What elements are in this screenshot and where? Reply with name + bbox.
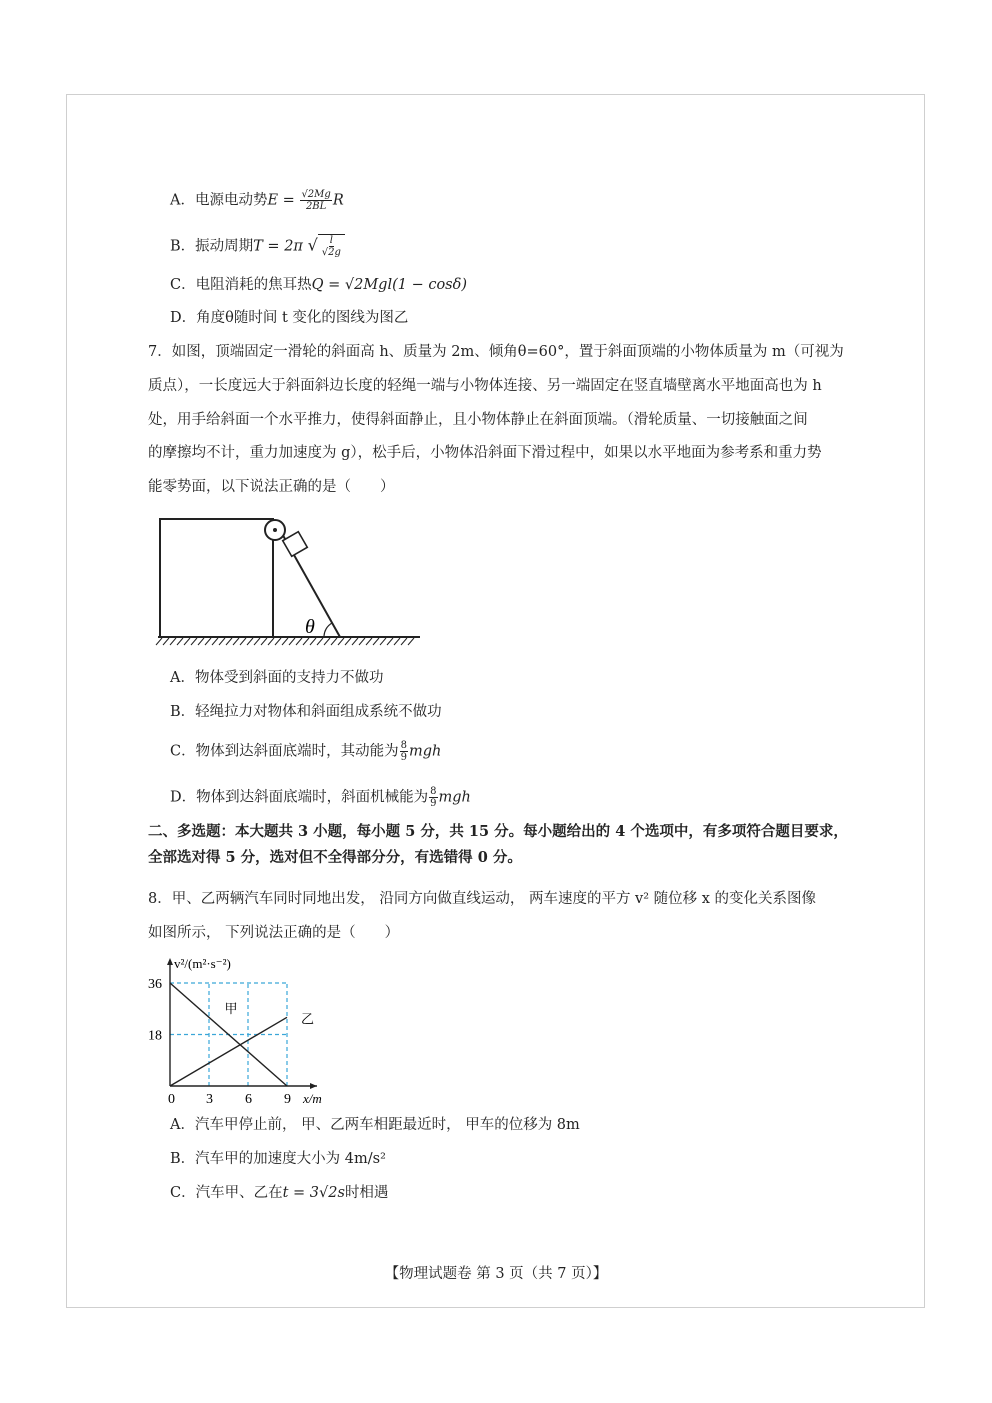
q7-option-c: C．物体到达斜面底端时，其动能为 $\frac{8}{9}$ mgh bbox=[170, 740, 442, 763]
q6-b-fraction: $\frac{l}{√2g}$ bbox=[321, 235, 341, 258]
q7-line-1: 7．如图，顶端固定一滑轮的斜面高 h、质量为 2m、倾角θ=60°，置于斜面顶端的小物体质量为 m（可视为 bbox=[148, 344, 844, 360]
hatch-mark bbox=[338, 638, 344, 645]
hatch-mark bbox=[156, 638, 162, 645]
hatch-mark bbox=[254, 638, 260, 645]
hatch-mark bbox=[317, 638, 323, 645]
small-block bbox=[283, 532, 308, 557]
x-axis-arrow bbox=[310, 1083, 317, 1089]
q8-line-2: 如图所示， 下列说法正确的是（ ） bbox=[148, 925, 400, 941]
q7-line-5: 能零势面，以下说法正确的是（ ） bbox=[148, 479, 395, 495]
section2-heading-line1: 二、多选题：本大题共 3 小题，每小题 5 分，共 15 分。每小题给出的 4 个选项中，有多项符合题目要求， bbox=[148, 823, 848, 840]
hatch-mark bbox=[401, 638, 407, 645]
hatch-mark bbox=[205, 638, 211, 645]
q7-line-4: 的摩擦均不计，重力加速度为 g），松手后，小物体沿斜面下滑过程中，如果以水平地面为参考系和重力势 bbox=[148, 445, 822, 461]
x-tick-label: 9 bbox=[284, 1092, 291, 1107]
hatch-mark bbox=[184, 638, 190, 645]
section2-heading-line2: 全部选对得 5 分，选对但不全得部分分，有选错得 0 分。 bbox=[148, 849, 522, 866]
q6-a-fraction: $\frac{√2Mg}{2BL}$ bbox=[301, 189, 331, 212]
q6-option-d: D．角度θ随时间 t 变化的图线为图乙 bbox=[170, 310, 409, 326]
hatch-mark bbox=[324, 638, 330, 645]
hatch-mark bbox=[352, 638, 358, 645]
series-line-乙 bbox=[170, 1017, 287, 1086]
hatch-mark bbox=[289, 638, 295, 645]
series-label-yi: 乙 bbox=[301, 1011, 315, 1027]
y-axis-label: v²/(m²·s⁻²) bbox=[174, 956, 231, 971]
chart-axes bbox=[167, 958, 317, 1089]
q7-option-a: A．物体受到斜面的支持力不做功 bbox=[170, 670, 384, 686]
q6-option-c: C．电阻消耗的焦耳热Q = √2Mgl(1 − cosδ) bbox=[170, 277, 468, 293]
hatch-mark bbox=[359, 638, 365, 645]
hatch-mark bbox=[226, 638, 232, 645]
q6-option-a: A．电源电动势E = $\frac{√2Mg}{2BL}$ R bbox=[170, 189, 344, 212]
hatch-mark bbox=[247, 638, 253, 645]
y-axis-arrow bbox=[167, 958, 173, 965]
q7-c-fraction: $\frac{8}{9}$ bbox=[400, 740, 407, 763]
q8-option-b: B．汽车甲的加速度大小为 4m/s² bbox=[170, 1151, 386, 1167]
hatch-mark bbox=[310, 638, 316, 645]
hatch-mark bbox=[212, 638, 218, 645]
hatch-mark bbox=[366, 638, 372, 645]
hatch-mark bbox=[198, 638, 204, 645]
hatch-mark bbox=[177, 638, 183, 645]
hatch-mark bbox=[163, 638, 169, 645]
q7-option-b: B．轻绳拉力对物体和斜面组成系统不做功 bbox=[170, 704, 442, 720]
hatch-mark bbox=[345, 638, 351, 645]
hatch-mark bbox=[191, 638, 197, 645]
hatch-mark bbox=[219, 638, 225, 645]
hatch-mark bbox=[240, 638, 246, 645]
q8-line-1: 8．甲、乙两辆汽车同时同地出发， 沿同方向做直线运动， 两车速度的平方 v² 随位移 x 的变化关系图像 bbox=[148, 891, 817, 907]
hatch-mark bbox=[275, 638, 281, 645]
x-axis-label: x/m bbox=[303, 1091, 322, 1106]
wall bbox=[160, 519, 273, 637]
q8-option-a: A．汽车甲停止前， 甲、乙两车相距最近时， 甲车的位移为 8m bbox=[170, 1117, 580, 1133]
q7-d-fraction: $\frac{8}{9}$ bbox=[430, 786, 437, 809]
hatch-mark bbox=[303, 638, 309, 645]
hatch-mark bbox=[331, 638, 337, 645]
q8-v2-x-chart bbox=[140, 950, 340, 1110]
hatch-mark bbox=[296, 638, 302, 645]
hatch-mark bbox=[373, 638, 379, 645]
y-tick-label: 18 bbox=[148, 1028, 162, 1044]
q7-line-2: 质点），一长度远大于斜面斜边长度的轻绳一端与小物体连接、另一端固定在竖直墙壁离水平地面高也为 h bbox=[148, 378, 822, 394]
hatch-mark bbox=[387, 638, 393, 645]
series-label-jia: 甲 bbox=[224, 1000, 238, 1016]
x-tick-label: 3 bbox=[206, 1092, 213, 1107]
hatch-mark bbox=[380, 638, 386, 645]
theta-label: θ bbox=[305, 616, 315, 638]
y-tick-label: 36 bbox=[148, 977, 162, 992]
q7-incline-figure bbox=[150, 510, 430, 650]
hatch-mark bbox=[261, 638, 267, 645]
q7-option-d: D．物体到达斜面底端时，斜面机械能为 $\frac{8}{9}$ mgh bbox=[170, 786, 471, 809]
ground-hatching bbox=[156, 638, 414, 645]
q7-line-3: 处，用手给斜面一个水平推力，使得斜面静止，且小物体静止在斜面顶端。（滑轮质量、一切接触面之间 bbox=[148, 412, 808, 428]
hatch-mark bbox=[282, 638, 288, 645]
hatch-mark bbox=[233, 638, 239, 645]
q6-option-b: B．振动周期T = 2π √ $\frac{l}{√2g}$ bbox=[170, 234, 345, 258]
pulley-axle bbox=[273, 528, 277, 532]
angle-arc bbox=[324, 623, 332, 637]
page-footer: 【物理试题卷 第 3 页（共 7 页）】 bbox=[384, 1266, 608, 1282]
x-tick-label: 6 bbox=[245, 1092, 252, 1107]
hatch-mark bbox=[394, 638, 400, 645]
x-tick-label: 0 bbox=[168, 1092, 175, 1107]
q8-option-c: C．汽车甲、乙在t = 3√2s时相遇 bbox=[170, 1185, 389, 1201]
hatch-mark bbox=[170, 638, 176, 645]
hatch-mark bbox=[408, 638, 414, 645]
hatch-mark bbox=[268, 638, 274, 645]
